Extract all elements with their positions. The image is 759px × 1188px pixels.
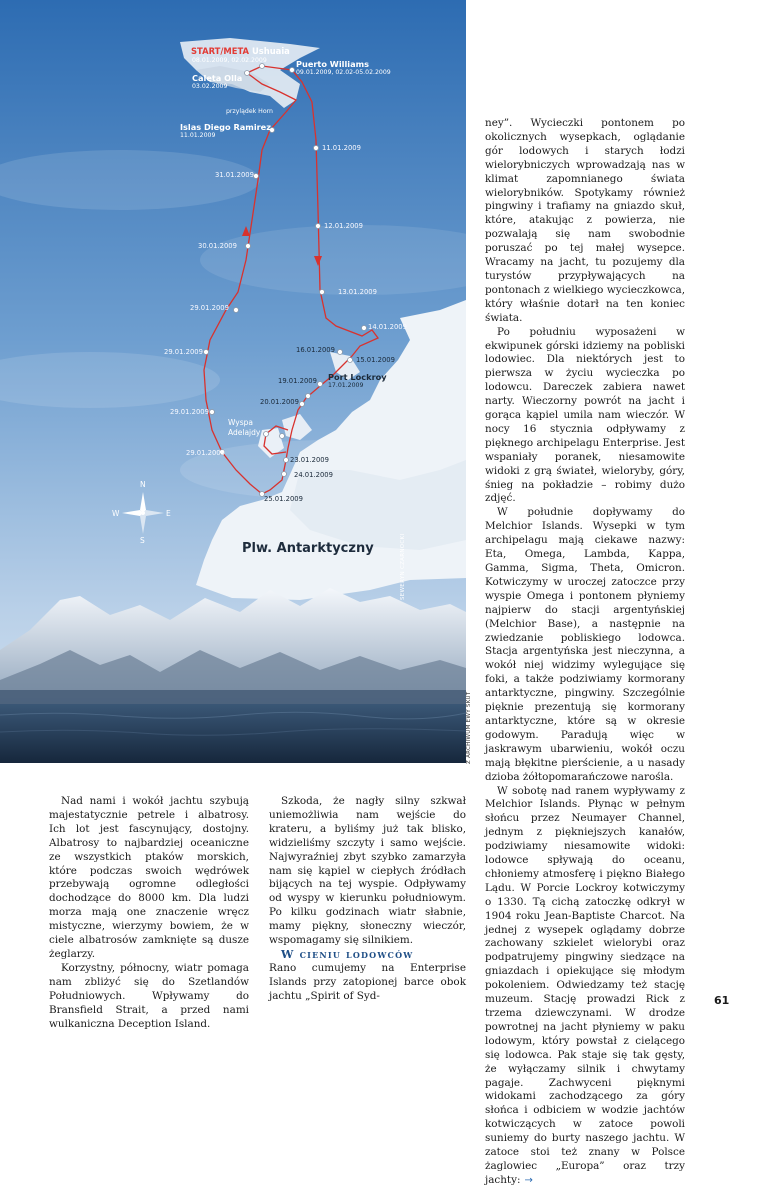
- paragraph: ney”. Wycieczki pontonem po okolicznych wysepkach, oglądanie gór lodowych i starych łodzi wielorybniczych wprowadzają nas w klimat zapomnianego świata wielorybników. Spotykamy również pingwiny i trafiamy na gniazdo skuł, które, atakując z powierza, nie pozwalają się nam swobodnie poruszać po tej małej wysepce. Wracamy na jacht, tu pozujemy dla turystów przypływających na pontonach z wielkiego wycieczkowca, który właśnie dotarł na ten koniec świata.: [485, 117, 685, 324]
- map-date-label: 30.01.2009: [198, 242, 237, 250]
- map-date-label: 13.01.2009: [338, 288, 377, 296]
- map-date-label: 31.01.2009: [215, 171, 254, 179]
- map-date-label: 12.01.2009: [324, 222, 363, 230]
- compass-w: W: [112, 509, 120, 518]
- map-date-label: 20.01.2009: [260, 398, 299, 406]
- map-start-label: START/META Ushuaia: [191, 46, 290, 56]
- map-date-label: 29.01.2009: [164, 348, 203, 356]
- map-date-label: 15.01.2009: [356, 356, 395, 364]
- map-date-label: 29.01.2009: [186, 449, 225, 457]
- map-antarctic-peninsula-label: Plw. Antarktyczny: [242, 541, 374, 556]
- paragraph: [485, 785, 685, 1188]
- paragraph-text: W sobotę nad ranem wypływamy z Melchior Islands. Płynąc w pełnym słońcu przez Neumayer Channel, jednym z piękniejszych kanałów, podziwiamy niesamowite widoki: lodowce spływają do oceanu, chłoniemy atmosferę i piękno Białego Lądu. W Porcie Lockroy kotwiczymy o 1330. Tą cichą zatoczkę odkrył w 1904 roku Jean-Baptiste Charcot. Na jednej z wysepek oglądamy dobrze zachowany szkielet wielorybi oraz podpatrujemy pingwiny siedzące na gniazdach i opiekujące się młodym pokoleniem. Odwiedzamy też stację muzeum. Stację prowadzi Rick z trzema dziewczynami. W drodze powrotnej na jacht płyniemy w paku lodowym, który powstał z cielącego się lodowca. Pak staje się tak gęsty, że wyłączamy silnik i chwytamy pagaje. Zachwyceni pięknymi widokami zachodzącego za góry słońca i odbiciem w wodzie jachtów kotwiczących w zatoce powoli suniemy do burty naszego jachtu. W zatoce stoi też znany w Polsce żaglowiec „Europa” oraz trzy jachty:: [485, 784, 685, 1186]
- map-ushuaia-dates: 08.01.2009, 02.02.2009: [192, 57, 267, 64]
- page-number: 61: [714, 994, 730, 1007]
- map-date-label: 29.01.2009: [170, 408, 209, 416]
- paragraph: Nad nami i wokół jachtu szybują majestatycznie petrele i albatrosy. Ich lot jest fascynujący, dostojny. Albatrosy to najbardziej oceaniczne ze wszystkich ptaków morskich, które podczas swoich wędrówek przebywają ogromne odległości dochodzące do 8000 km. Dla ludzi morza mają one znaczenie wręcz mistyczne, wierzymy bowiem, że w ciele albatrosów zamknięte są dusze żeglarzy.: [49, 795, 249, 960]
- map-date-label: 24.01.2009: [294, 471, 333, 479]
- map-caleta-olla: Caleta Olla: [192, 73, 243, 83]
- map-date-label: 19.01.2009: [278, 377, 317, 385]
- paragraph: Po południu wyposażeni w ekwipunek górski idziemy na pobliski lodowiec. Dla niektórych jest to pierwsza w życiu wycieczka po lodowcu. Dareczek zabiera nawet narty. Wieczorny powrót na jacht i gorąca kąpiel umila nam wieczór. W nocy 16 stycznia odpływamy z pięknego archipelagu Enterprise. Jest wspaniały poranek, niesamowite widoki z grą świateł, wieloryby, góry, śnieg na pokładzie – robimy dużo zdjęć.: [485, 325, 685, 505]
- text-column-3: [485, 117, 685, 1188]
- paragraph: Rano cumujemy na Enterprise Islands przy zatopionej barce obok jachtu „Spirit of Syd-: [269, 961, 466, 1002]
- text-column-1: [49, 795, 249, 1031]
- map-caleta-olla-date: 03.02.2009: [192, 83, 228, 90]
- map-date-label: 25.01.2009: [264, 495, 303, 503]
- map-puerto-williams-dates: 09.01.2009, 02.02-05.02.2009: [296, 69, 391, 76]
- compass-n: N: [140, 480, 146, 489]
- map-port-lockroy-date: 17.01.2009: [328, 382, 364, 389]
- map-puerto-williams: Puerto Williams: [296, 59, 369, 69]
- map-islas-diego: Islas Diego Ramirez: [180, 122, 271, 132]
- archive-credit: Z ARCHIWUM EWY SKUT: [466, 691, 472, 764]
- text-column-2: [269, 795, 466, 1004]
- section-heading: W cieniu lodowców: [281, 947, 414, 961]
- map-wyspa: Wyspa: [228, 418, 253, 427]
- compass-rose-icon: [108, 478, 178, 548]
- map-cape-horn: przylądek Horn: [226, 108, 273, 115]
- map-date-label: 23.01.2009: [290, 456, 329, 464]
- map-photo: [0, 0, 466, 763]
- paragraph: W południe dopływamy do Melchior Islands. Wysepki w tym archipelagu mają ciekawe nazwy: Eta, Omega, Lambda, Kappa, Gamma, Sigma, Theta, Omicron. Kotwiczymy w uroczej zatoczce przy wyspie Omega i pontonem płyniemy najpierw do stacji argentyńskiej (Melchior Base), a następnie na zwiedzanie pobliskiego lodowca. Stacja argentyńska jest nieczynna, a wokół niej widzimy wylegujące się foki, a także podziwiamy kormorany antarktyczne, pingwiny. Szczególnie pięknie prezentują się kormorany antarktyczne, które są w okresie godowym. Paradują więc w jaskrawym ubarwieniu, wokół oczu mają błękitne pierścienie, a u nasady dzioba żółtopomarańczowe naroślа.: [485, 506, 685, 783]
- map-adelajdy: Adelajdy: [228, 428, 261, 437]
- map-islas-diego-date: 11.01.2009: [180, 132, 216, 139]
- map-date-label: 29.01.2009: [190, 304, 229, 312]
- map-date-label: 14.01.2009: [368, 323, 407, 331]
- map-port-lockroy: Port Lockroy: [328, 372, 387, 382]
- paragraph: Korzystny, północny, wiatr pomaga nam zbliżyć się do Szetlandów Południowych. Wpływamy do Bransfield Strait, a przed nami wulkaniczna Deception Island.: [49, 961, 249, 1030]
- map-date-label: 16.01.2009: [296, 346, 335, 354]
- paragraph: Szkoda, że nagły silny szkwał uniemożliwia nam wejście do krateru, a byliśmy już tak blisko, widzieliśmy szczyty i samo wejście. Najwyraźniej zbyt szybko zamarzyła nam się kąpiel w ciepłych źródłach bijących na tej wyspie. Odpływamy od wyspy w kierunku południowym. Po kilku godzinach wiatr słabnie, mamy piękny, słoneczny wieczór, wspomagamy się silnikiem.: [269, 795, 466, 947]
- compass-e: E: [166, 509, 171, 518]
- photo-credit: SEWERYN CZARNOCKI: [400, 533, 406, 600]
- map-date-label: 11.01.2009: [322, 144, 361, 152]
- continue-arrow-icon: →: [524, 1174, 533, 1186]
- compass-s: S: [140, 536, 145, 545]
